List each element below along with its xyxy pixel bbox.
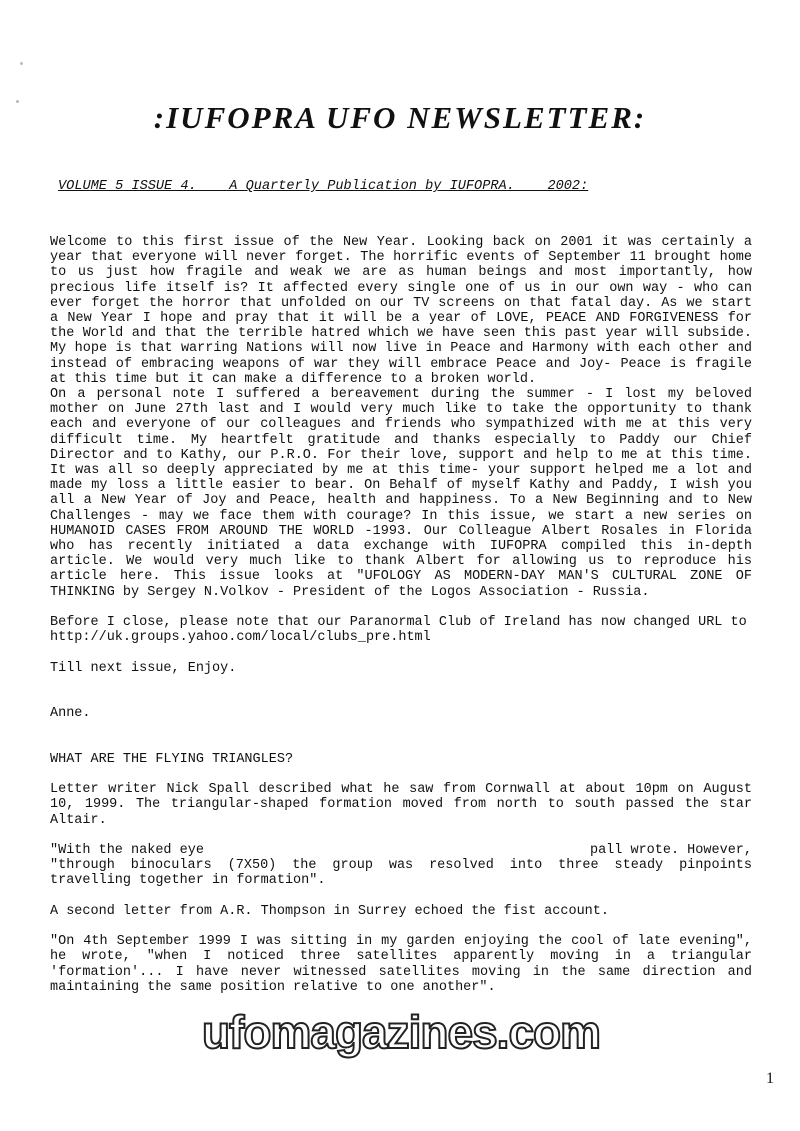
scan-speck: [20, 62, 23, 65]
article-paragraph-3: A second letter from A.R. Thompson in Surrey echoed the fist account.: [50, 903, 609, 919]
paragraph-text: Welcome to this first issue of the New Year. Looking back on 2001 it was certainly a year that everyone will never forget. The horrific events of September 11 brought home to us just how fragile and weak we are as human beings and most importantly, how precious life itself is? It affected every single one of us in our own way - who can ever forget the horror that unfolded on our TV screens on that fatal day. As we start a New Year I hope and pray that it will be a year of LOVE, PEACE AND FORGIVENESS for the World and that the terrible hatred which we have seen this past year will subside. My hope is that warring Nations will now live in Peace and Harmony with each other and instead of embracing weapons of war they will embrace Peace and Joy- Peace is fragile at this time but it can make a difference to a broken world.: [50, 235, 752, 387]
article-paragraph-1: [50, 782, 752, 828]
paragraph-text: Before I close, please note that our Paranormal Club of Ireland has now changed URL to: [50, 615, 747, 631]
issue-line: VOLUME 5 ISSUE 4. A Quarterly Publication by IUFOPRA. 2002:: [58, 179, 589, 194]
editorial-paragraph-1: [50, 235, 752, 387]
article-paragraph-4: [50, 934, 752, 995]
paragraph-text: On a personal note I suffered a bereavement during the summer - I lost my beloved mother on June 27th last and I would very much like to take the opportunity to thank each and everyone of our colleagues and friends who sympathized with me at this very difficult time. My heartfelt gratitude and thanks especially to Paddy our Chief Director and to Kathy, our P.R.O. For their love, support and help to me at this time. It was all so deeply appreciated by me at this time- your support helped me a lot and made my loss a little easier to bear. On Behalf of myself Kathy and Paddy, I wish you all a New Year of Joy and Peace, health and happiness. To a New Beginning and to New Challenges - may we face them with courage? In this issue, we start a new series on HUMANOID CASES FROM AROUND THE WORLD -1993. Our Colleague Albert Rosales in Florida who has recently initiated a data exchange with IUFOPRA compiled this in-depth article. We would very much like to thank Albert for allowing us to reproduce his article here. This issue looks at "UFOLOGY AS MODERN-DAY MAN'S CULTURAL ZONE OF THINKING by Sergey N.Volkov - President of the Logos Association - Russia.: [50, 387, 752, 600]
signature: Anne.: [50, 706, 91, 722]
line-end: pall wrote. However,: [589, 843, 752, 859]
page-number: 1: [766, 1070, 774, 1087]
watermark-logo: ufomagazines.com: [201, 1006, 601, 1059]
newsletter-title: :IUFOPRA UFO NEWSLETTER:: [153, 100, 647, 135]
page-body: [50, 235, 752, 1057]
line-start: "With the naked eye: [50, 843, 204, 859]
article-paragraph-2: [50, 843, 752, 889]
club-url-link[interactable]: http://uk.groups.yahoo.com/local/clubs_pre.html: [50, 630, 431, 646]
editorial-paragraph-2: [50, 387, 752, 600]
paragraph-text: "On 4th September 1999 I was sitting in my garden enjoying the cool of late evening", he wrote, "when I noticed three satellites apparently moving in a triangular 'formation'... I have never witnessed satellites moving in the same direction and maintaining the same position relative to one another".: [50, 934, 752, 995]
paragraph-text: "through binoculars (7X50) the group was resolved into three steady pinpoints travelling together in formation".: [50, 858, 752, 889]
paragraph-text: Letter writer Nick Spall described what he saw from Cornwall at about 10pm on August 10, 1999. The triangular-shaped formation moved from north to south passed the star Altair.: [50, 782, 752, 828]
closing-line: Till next issue, Enjoy.: [50, 660, 237, 676]
obscured-line: [50, 843, 752, 858]
editorial-paragraph-url: [50, 615, 752, 645]
article-heading: WHAT ARE THE FLYING TRIANGLES?: [50, 751, 294, 767]
